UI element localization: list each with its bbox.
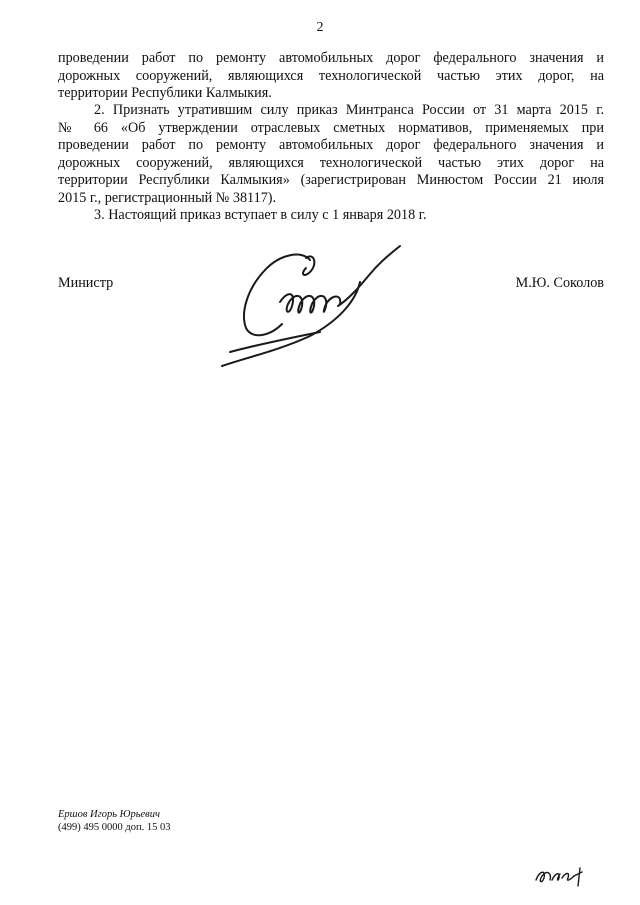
signer-position: Министр <box>58 275 114 291</box>
executor-phone: (499) 495 0000 доп. 15 03 <box>58 822 171 833</box>
paragraph-item-3 <box>58 207 604 225</box>
page-number: 2 <box>316 20 324 35</box>
executor-name: Ершов Игорь Юрьевич <box>58 809 160 820</box>
paragraph-continuation <box>58 50 604 103</box>
handwritten-signature <box>210 240 410 375</box>
text-line: дорожных сооружений, являющихся технологической частью этих дорог, на <box>58 67 604 84</box>
text-line: территории Республики Калмыкия. <box>58 85 272 101</box>
text-line: проведении работ по ремонту автомобильных дорог федерального значения и <box>58 137 604 153</box>
text-line: 3. Настоящий приказ вступает в силу с 1 января 2018 г. <box>94 207 427 223</box>
text-line: проведении работ по ремонту автомобильных дорог федерального значения и <box>58 50 604 66</box>
text-line: 2015 г., регистрационный № 38117). <box>58 189 277 206</box>
text-line: дорожных сооружений, являющихся технологической частью этих дорог на <box>58 154 604 171</box>
paragraph-item-2 <box>58 102 604 207</box>
signer-name: М.Ю. Соколов <box>515 275 604 291</box>
text-line: № 66 «Об утверждении отраслевых сметных нормативов, применяемых при <box>58 119 604 136</box>
text-line: территории Республики Калмыкия» (зарегистрирован Минюстом России 21 июля <box>58 172 604 188</box>
text-line: 2. Признать утратившим силу приказ Минтранса России от 31 марта 2015 г. <box>94 102 604 118</box>
executor-info <box>58 808 170 834</box>
handwritten-initials <box>532 860 588 888</box>
